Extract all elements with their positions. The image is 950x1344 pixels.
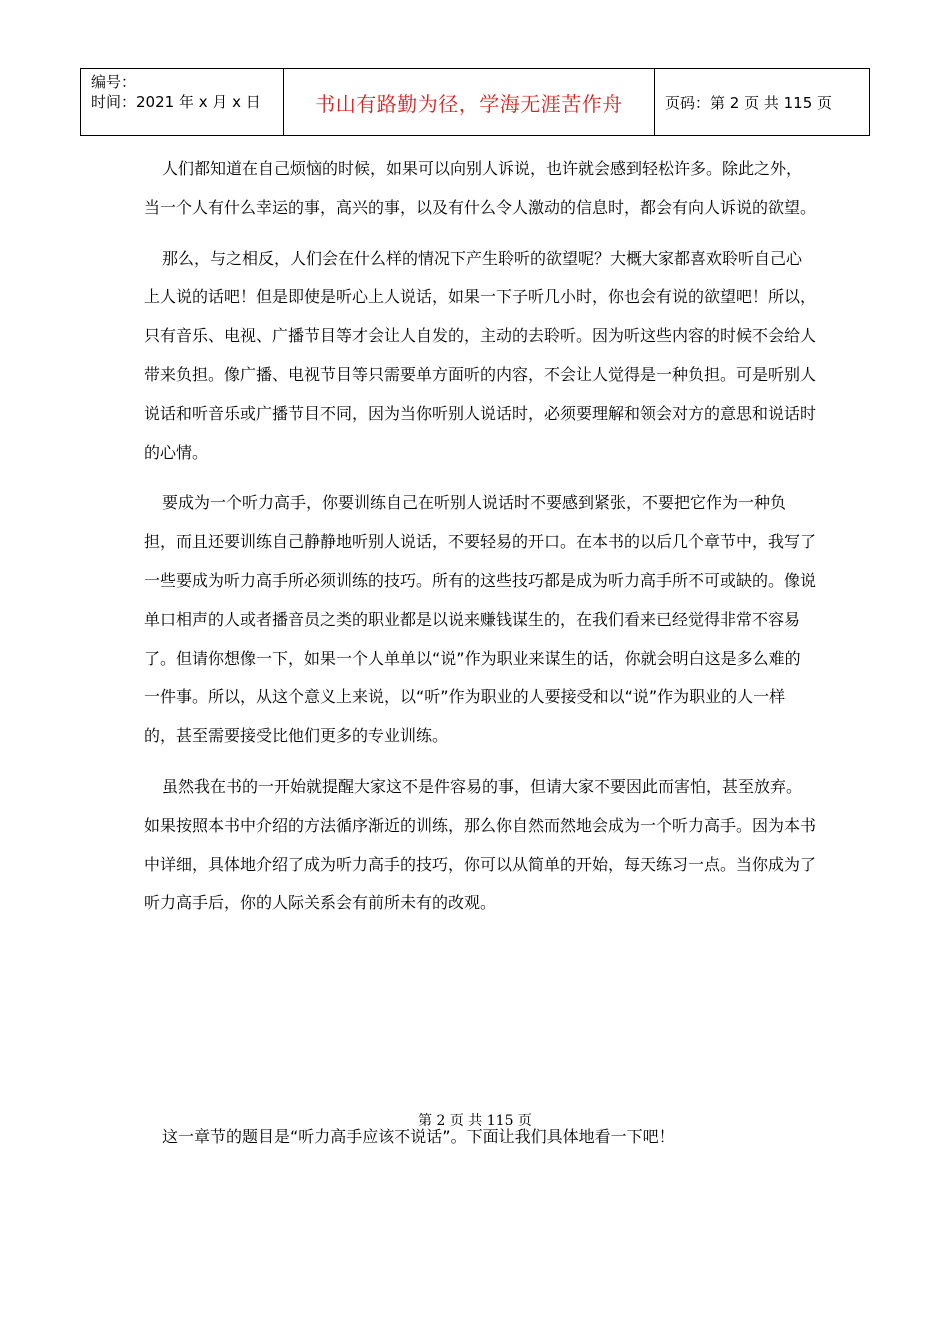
date-label: 时间：2021 年 x 月 x 日 — [91, 93, 261, 111]
body-text — [144, 150, 816, 935]
paragraph: 那么，与之相反，人们会在什么样的情况下产生聆听的欲望呢？大概大家都喜欢聆听自己心上人说的话吧！但是即使是听心上人说话，如果一下子听几小时，你也会有说的欲望吧！所以，只有音乐、电视、广播节目等才会让人自发的，主动的去聆听。因为听这些内容的时候不会给人带来负担。像广播、电视节目等只需要单方面听的内容，不会让人觉得是一种负担。可是听别人说话和听音乐或广播节目不同，因为当你听别人说话时，必须要理解和领会对方的意思和说话时的心情。 — [144, 248, 817, 462]
header-motto-cell — [284, 69, 655, 136]
paragraph: 虽然我在书的一开始就提醒大家这不是件容易的事，但请大家不要因此而害怕，甚至放弃。如果按照本书中介绍的方法循序渐近的训练，那么你自然而然地会成为一个听力高手。因为本书中详细，具体地介绍了成为听力高手的技巧，你可以从简单的开始，每天练习一点。当你成为了听力高手后，你的人际关系会有前所未有的改观。 — [144, 776, 817, 913]
last-line: 这一章节的题目是“听力高手应该不说话”。下面让我们具体地看一下吧！ — [162, 1127, 675, 1146]
paragraph: 要成为一个听力高手，你要训练自己在听别人说话时不要感到紧张，不要把它作为一种负担，而且还要训练自己静静地听别人说话，不要轻易的开口。在本书的以后几个章节中，我写了一些要成为听力高手所必须训练的技巧。所有的这些技巧都是成为听力高手所不可或缺的。像说单口相声的人或者播音员之类的职业都是以说来赚钱谋生的，在我们看来已经觉得非常不容易了。但请你想像一下，如果一个人单单以“说”作为职业来谋生的话，你就会明白这是多么难的一件事。所以，从这个意义上来说，以“听”作为职业的人要接受和以“说”作为职业的人一样的，甚至需要接受比他们更多的专业训练。 — [144, 493, 817, 746]
motto: 书山有路勤为径，学海无涯苦作舟 — [315, 91, 623, 116]
header-info-cell — [81, 69, 284, 136]
paragraph: 人们都知道在自己烦恼的时候，如果可以向别人诉说，也许就会感到轻松许多。除此之外，当一个人有什么幸运的事，高兴的事，以及有什么令人激动的信息时，都会有向人诉说的欲望。 — [144, 159, 817, 217]
page-label: 页码：第 2 页 共 115 页 — [655, 69, 870, 136]
page-footer: 第 2 页 共 115 页 — [418, 1113, 532, 1129]
serial-label: 编号： — [91, 73, 137, 91]
header-table — [80, 68, 870, 136]
